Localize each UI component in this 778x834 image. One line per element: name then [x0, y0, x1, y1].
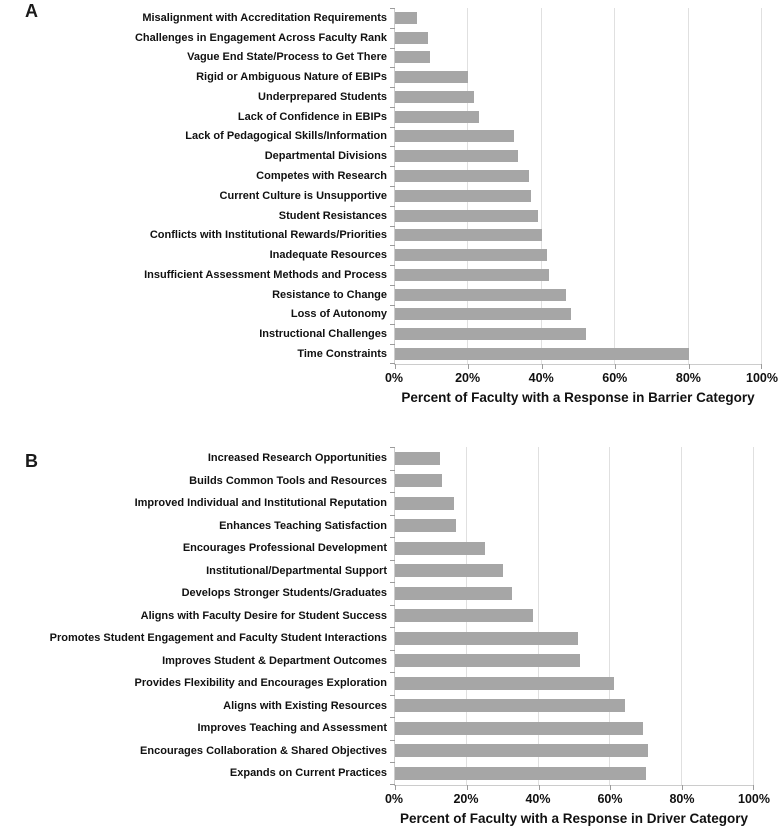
category-label: Builds Common Tools and Resources [189, 474, 387, 487]
bar [395, 654, 580, 667]
bar [395, 150, 518, 162]
category-label: Competes with Research [256, 170, 387, 182]
y-axis-tick [390, 650, 395, 651]
bar [395, 308, 571, 320]
bar [395, 632, 578, 645]
bar [395, 91, 474, 103]
category-axis-labels [0, 447, 394, 786]
bar-row [395, 537, 754, 560]
y-axis-tick [390, 470, 395, 471]
bar [395, 587, 512, 600]
category-label: Inadequate Resources [269, 249, 387, 262]
bar-row [395, 762, 754, 785]
bar [395, 542, 485, 555]
y-axis-tick [390, 8, 395, 9]
bar [395, 289, 566, 301]
y-axis-tick [390, 695, 395, 696]
bars-layer [395, 447, 754, 785]
bar [395, 190, 531, 202]
bar [395, 699, 625, 712]
bar-row [395, 8, 762, 28]
x-axis-tick-label: 100% [746, 371, 778, 385]
x-axis-tick-label: 20% [453, 792, 479, 806]
bar-row [395, 245, 762, 265]
bar [395, 767, 646, 780]
bar [395, 677, 614, 690]
bar-row [395, 560, 754, 583]
bar-row [395, 470, 754, 493]
bar [395, 609, 533, 622]
y-axis-tick [390, 324, 395, 325]
y-axis-tick [390, 245, 395, 246]
x-axis-title: Percent of Faculty with a Response in Barrier Category [401, 390, 755, 405]
x-axis-tick-label: 100% [738, 792, 770, 806]
x-axis-tick-label: 40% [528, 371, 554, 385]
category-label: Underprepared Students [258, 90, 387, 103]
category-label: Promotes Student Engagement and Faculty Student Interactions [49, 632, 387, 645]
y-axis-tick [390, 166, 395, 167]
category-label: Improves Teaching and Assessment [197, 722, 387, 735]
bar-row [395, 582, 754, 605]
y-axis-tick [390, 717, 395, 718]
bar [395, 130, 514, 142]
x-axis-tick-label: 80% [675, 371, 701, 385]
y-axis-tick [390, 537, 395, 538]
bar-row [395, 324, 762, 344]
category-label: Current Culture is Unsupportive [219, 189, 387, 202]
bar-row [395, 605, 754, 628]
y-axis-tick [390, 226, 395, 227]
y-axis-tick [390, 344, 395, 345]
bar-row [395, 515, 754, 538]
category-label: Institutional/Departmental Support [206, 564, 387, 577]
y-axis-tick [390, 127, 395, 128]
bar-row [395, 48, 762, 68]
category-label: Loss of Autonomy [290, 308, 387, 321]
bar [395, 249, 547, 261]
barrier-category-bar-chart [0, 8, 778, 405]
bar [395, 497, 454, 510]
bar-row [395, 492, 754, 515]
category-label: Misalignment with Accreditation Requirements [142, 11, 387, 24]
category-label: Encourages Collaboration & Shared Objectives [140, 744, 387, 757]
bar [395, 452, 440, 465]
category-axis-labels [0, 8, 394, 365]
y-axis-tick [390, 627, 395, 628]
category-label: Increased Research Opportunities [207, 452, 387, 465]
y-axis-tick [390, 305, 395, 306]
bar-row [395, 107, 762, 127]
bar-row [395, 650, 754, 673]
driver-category-bar-chart [0, 447, 770, 826]
x-axis-tick-labels [384, 786, 770, 810]
y-axis-tick [390, 87, 395, 88]
category-label: Challenges in Engagement Across Faculty Rank [134, 31, 387, 44]
x-axis-tick-labels [384, 365, 778, 389]
y-axis-tick [390, 605, 395, 606]
bars-layer [395, 8, 762, 364]
bar-row [395, 740, 754, 763]
category-label: Conflicts with Institutional Rewards/Priorities [149, 229, 387, 242]
y-axis-tick [390, 146, 395, 147]
bar-row [395, 166, 762, 186]
x-axis-tick-label: 0% [384, 792, 404, 806]
bar-row [395, 344, 762, 364]
bar [395, 111, 479, 123]
x-axis-tick-label: 40% [525, 792, 551, 806]
category-label: Departmental Divisions [264, 150, 387, 163]
y-axis-tick [390, 48, 395, 49]
bar [395, 170, 529, 182]
category-label: Vague End State/Process to Get There [187, 51, 387, 64]
y-axis-tick [390, 206, 395, 207]
y-axis-tick [390, 492, 395, 493]
bar [395, 229, 542, 241]
plot-area [394, 447, 754, 786]
bar [395, 348, 689, 360]
category-label: Student Resistances [278, 209, 387, 222]
category-label: Aligns with Existing Resources [223, 699, 387, 712]
category-label: Expands on Current Practices [229, 767, 387, 780]
bar-row [395, 447, 754, 470]
y-axis-tick [390, 672, 395, 673]
y-axis-tick [390, 447, 395, 448]
y-axis-tick [390, 762, 395, 763]
x-axis-tick-label: 20% [455, 371, 481, 385]
panel-a-letter: A [25, 1, 38, 21]
bar-row [395, 695, 754, 718]
bar-row [395, 627, 754, 650]
bar-row [395, 87, 762, 107]
y-axis-tick [390, 186, 395, 187]
bar-row [395, 206, 762, 226]
y-axis-tick [390, 515, 395, 516]
bar-row [395, 67, 762, 87]
panel-b-letter: B [25, 451, 38, 471]
category-label: Rigid or Ambiguous Nature of EBIPs [196, 71, 387, 84]
bar-row [395, 304, 762, 324]
x-axis-tick-label: 80% [669, 792, 695, 806]
category-label: Instructional Challenges [259, 328, 387, 341]
y-axis-tick [390, 28, 395, 29]
bar [395, 71, 468, 83]
bar [395, 32, 428, 44]
y-axis-tick [390, 67, 395, 68]
bar [395, 564, 503, 577]
bar [395, 269, 549, 281]
y-axis-tick [390, 740, 395, 741]
x-axis-title: Percent of Faculty with a Response in Driver Category [399, 811, 749, 826]
bar-row [395, 146, 762, 166]
bar-row [395, 225, 762, 245]
category-label: Encourages Professional Development [182, 542, 387, 555]
category-label: Provides Flexibility and Encourages Exploration [134, 677, 387, 690]
category-label: Develops Stronger Students/Graduates [181, 587, 387, 600]
y-axis-tick [390, 560, 395, 561]
bar [395, 744, 648, 757]
bar [395, 51, 430, 63]
category-label: Lack of Pedagogical Skills/Information [185, 130, 387, 143]
x-axis-tick-label: 0% [384, 371, 404, 385]
bar [395, 474, 442, 487]
y-axis-tick [390, 285, 395, 286]
y-axis-tick [390, 265, 395, 266]
bar-row [395, 127, 762, 147]
bar-row [395, 265, 762, 285]
bar-row [395, 186, 762, 206]
category-label: Time Constraints [297, 347, 387, 360]
y-axis-tick [390, 107, 395, 108]
bar [395, 722, 643, 735]
category-label: Resistance to Change [272, 288, 387, 301]
category-label: Aligns with Faculty Desire for Student Success [140, 609, 387, 622]
category-label: Enhances Teaching Satisfaction [219, 519, 387, 532]
category-label: Lack of Confidence in EBIPs [237, 110, 387, 123]
bar [395, 328, 586, 340]
bar [395, 210, 538, 222]
category-label: Improved Individual and Institutional Reputation [134, 497, 387, 510]
bar-row [395, 672, 754, 695]
bar-row [395, 717, 754, 740]
bar-row [395, 285, 762, 305]
bar-row [395, 28, 762, 48]
plot-area [394, 8, 762, 365]
bar [395, 519, 456, 532]
category-label: Insufficient Assessment Methods and Process [144, 268, 387, 281]
category-label: Improves Student & Department Outcomes [162, 654, 387, 667]
x-axis-tick-label: 60% [597, 792, 623, 806]
x-axis-tick-label: 60% [602, 371, 628, 385]
bar [395, 12, 417, 24]
y-axis-tick [390, 582, 395, 583]
